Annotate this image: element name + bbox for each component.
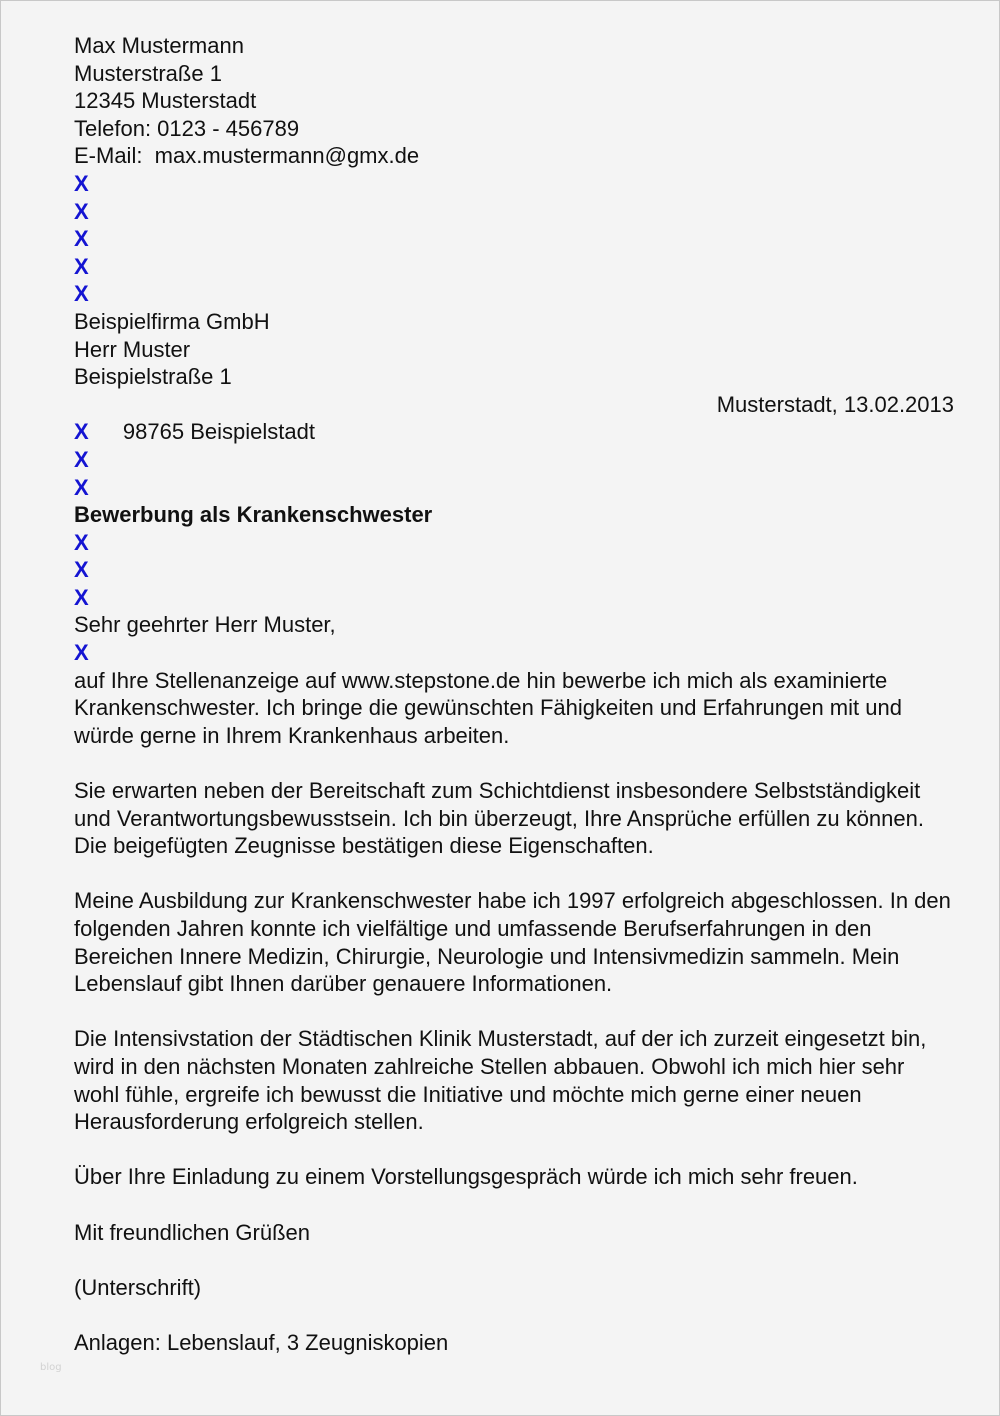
- body-paragraph-5: Über Ihre Einladung zu einem Vorstellungsgespräch würde ich mich sehr freuen.: [74, 1164, 858, 1190]
- spacer-mark: X: [74, 419, 89, 445]
- date-line: Musterstadt, 13.02.2013: [716, 391, 954, 417]
- spacer-mark: X: [74, 253, 89, 279]
- blank-line: [74, 998, 954, 1026]
- spacer-mark: X: [74, 198, 89, 224]
- spacer-mark: X: [74, 557, 89, 583]
- recipient-street: Beispielstraße 1: [74, 364, 232, 390]
- body-paragraph-2: Sie erwarten neben der Bereitschaft zum Schichtdienst insbesondere Selbstständigkeit und Verantwortungsbewusstsein. Ich bin überzeugt, Ihre Ansprüche erfüllen zu können. Die beigefügten Zeugnisse bestätigen diese Eigenschaften.: [74, 778, 924, 859]
- body-paragraph-4: Die Intensivstation der Städtischen Klinik Musterstadt, auf der ich zurzeit eingesetzt bin, wird in den nächsten Monaten zahlreiche Stellen abbauen. Obwohl ich mich hier sehr wohl fühle, ergreife ich bewusst die Initiative und möchte mich gerne einer neuen Herausforderung erfolgreich stellen.: [74, 1026, 927, 1135]
- spacer-mark: X: [74, 226, 89, 252]
- closing: Mit freundlichen Grüßen: [74, 1219, 310, 1245]
- sender-street: Musterstraße 1: [74, 60, 222, 86]
- body-paragraph-3: Meine Ausbildung zur Krankenschwester habe ich 1997 erfolgreich abgeschlossen. In den folgenden Jahren konnte ich vielfältige und umfassende Berufserfahrungen in den Bereichen Innere Medizin, Chirurgie, Neurologie und Intensivmedizin sammeln. Mein Lebenslauf gibt Ihnen darüber genauere Informationen.: [74, 888, 951, 997]
- spacer-mark: X: [74, 170, 89, 196]
- spacer-mark: X: [74, 474, 89, 500]
- sender-name: Max Mustermann: [74, 33, 244, 58]
- sender-block: [74, 32, 954, 170]
- blank-line: [74, 860, 954, 888]
- signature-placeholder: (Unterschrift): [74, 1274, 202, 1300]
- sender-city: 12345 Musterstadt: [74, 88, 257, 114]
- blank-line: [74, 1191, 954, 1219]
- body-paragraph-1: auf Ihre Stellenanzeige auf www.stepstone.de hin bewerbe ich mich als examinierte Krankenschwester. Ich bringe die gewünschten Fähigkeiten und Erfahrungen mit und würde gerne in Ihrem Krankenhaus arbeiten.: [74, 667, 902, 748]
- watermark-text: blog: [40, 1362, 62, 1373]
- recipient-contact: Herr Muster: [74, 336, 191, 362]
- spacer-mark: X: [74, 640, 89, 666]
- spacer-mark: X: [74, 446, 89, 472]
- blank-line: [74, 1301, 954, 1329]
- sender-phone: Telefon: 0123 - 456789: [74, 115, 300, 141]
- blank-line: [74, 1246, 954, 1274]
- blank-line: [74, 1136, 954, 1164]
- recipient-city-row: [74, 391, 954, 445]
- salutation: Sehr geehrter Herr Muster,: [74, 612, 336, 638]
- blank-line: [74, 749, 954, 777]
- sender-email: E-Mail: max.mustermann@gmx.de: [74, 143, 420, 169]
- recipient-city: 98765 Beispielstadt: [122, 419, 315, 445]
- spacer-mark: X: [74, 529, 89, 555]
- letter-content: [74, 32, 954, 1357]
- attachments-line: Anlagen: Lebenslauf, 3 Zeugniskopien: [74, 1329, 449, 1355]
- spacer-mark: X: [74, 281, 89, 307]
- spacer-mark: X: [74, 584, 89, 610]
- subject-line: Bewerbung als Krankenschwester: [74, 502, 433, 528]
- recipient-company: Beispielfirma GmbH: [74, 308, 270, 334]
- recipient-block: [74, 308, 954, 445]
